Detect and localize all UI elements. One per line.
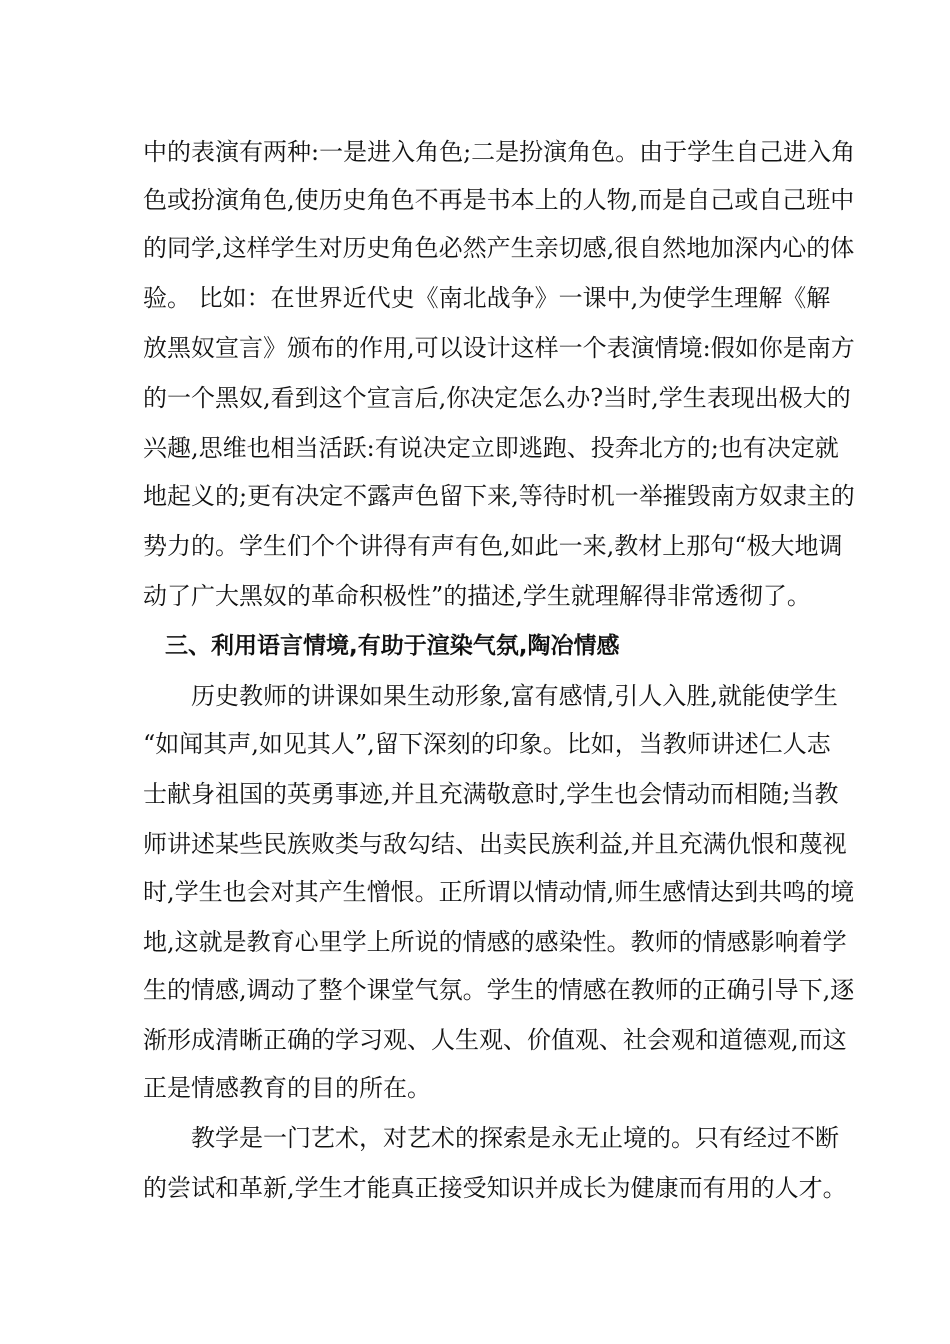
- section-heading: 三、利用语言情境,有助于渲染气氛,陶冶情感: [165, 633, 620, 659]
- text-line: 的尝试和革新,学生才能真正接受知识并成长为健康而有用的人才。: [143, 1174, 847, 1202]
- text-line: 生的情感,调动了整个课堂气氛。学生的情感在教师的正确引导下,逐: [143, 976, 855, 1004]
- text-line: 中的表演有两种:一是进入角色;二是扮演角色。由于学生自己进入角: [143, 138, 856, 166]
- text-line: 士献身祖国的英勇事迹,并且充满敬意时,学生也会情动而相随;当教: [143, 780, 839, 808]
- text-line: 放黑奴宣言》颁布的作用,可以设计这样一个表演情境:假如你是南方: [143, 334, 855, 362]
- text-line: 教学是一门艺术，对艺术的探索是永无止境的。只有经过不断: [191, 1124, 839, 1152]
- text-line: 验。 比如：在世界近代史《南北战争》一课中,为使学生理解《解: [143, 284, 831, 312]
- text-line: 渐形成清晰正确的学习观、人生观、价值观、社会观和道德观,而这: [143, 1026, 847, 1054]
- text-line: 色或扮演角色,使历史角色不再是书本上的人物,而是自己或自己班中: [143, 186, 855, 214]
- text-line: 正是情感教育的目的所在。: [143, 1074, 431, 1102]
- text-line: 的一个黑奴,看到这个宣言后,你决定怎么办?当时,学生表现出极大的: [143, 384, 851, 412]
- text-line: “如闻其声,如见其人”,留下深刻的印象。比如，当教师讲述仁人志: [143, 730, 831, 758]
- text-line: 兴趣,思维也相当活跃:有说决定立即逃跑、投奔北方的;也有决定就: [143, 434, 839, 462]
- text-line: 动了广大黑奴的革命积极性”的描述,学生就理解得非常透彻了。: [143, 582, 811, 610]
- text-line: 势力的。学生们个个讲得有声有色,如此一来,教材上那句“极大地调: [143, 532, 843, 560]
- text-line: 历史教师的讲课如果生动形象,富有感情,引人入胜,就能使学生: [191, 682, 838, 710]
- text-line: 地起义的;更有决定不露声色留下来,等待时机一举摧毁南方奴隶主的: [143, 482, 855, 510]
- text-line: 地,这就是教育心里学上所说的情感的感染性。教师的情感影响着学: [143, 928, 847, 956]
- text-line: 的同学,这样学生对历史角色必然产生亲切感,很自然地加深内心的体: [143, 234, 855, 262]
- text-line: 时,学生也会对其产生憎恨。正所谓以情动情,师生感情达到共鸣的境: [143, 878, 855, 906]
- text-line: 师讲述某些民族败类与敌勾结、出卖民族利益,并且充满仇恨和蔑视: [143, 830, 847, 858]
